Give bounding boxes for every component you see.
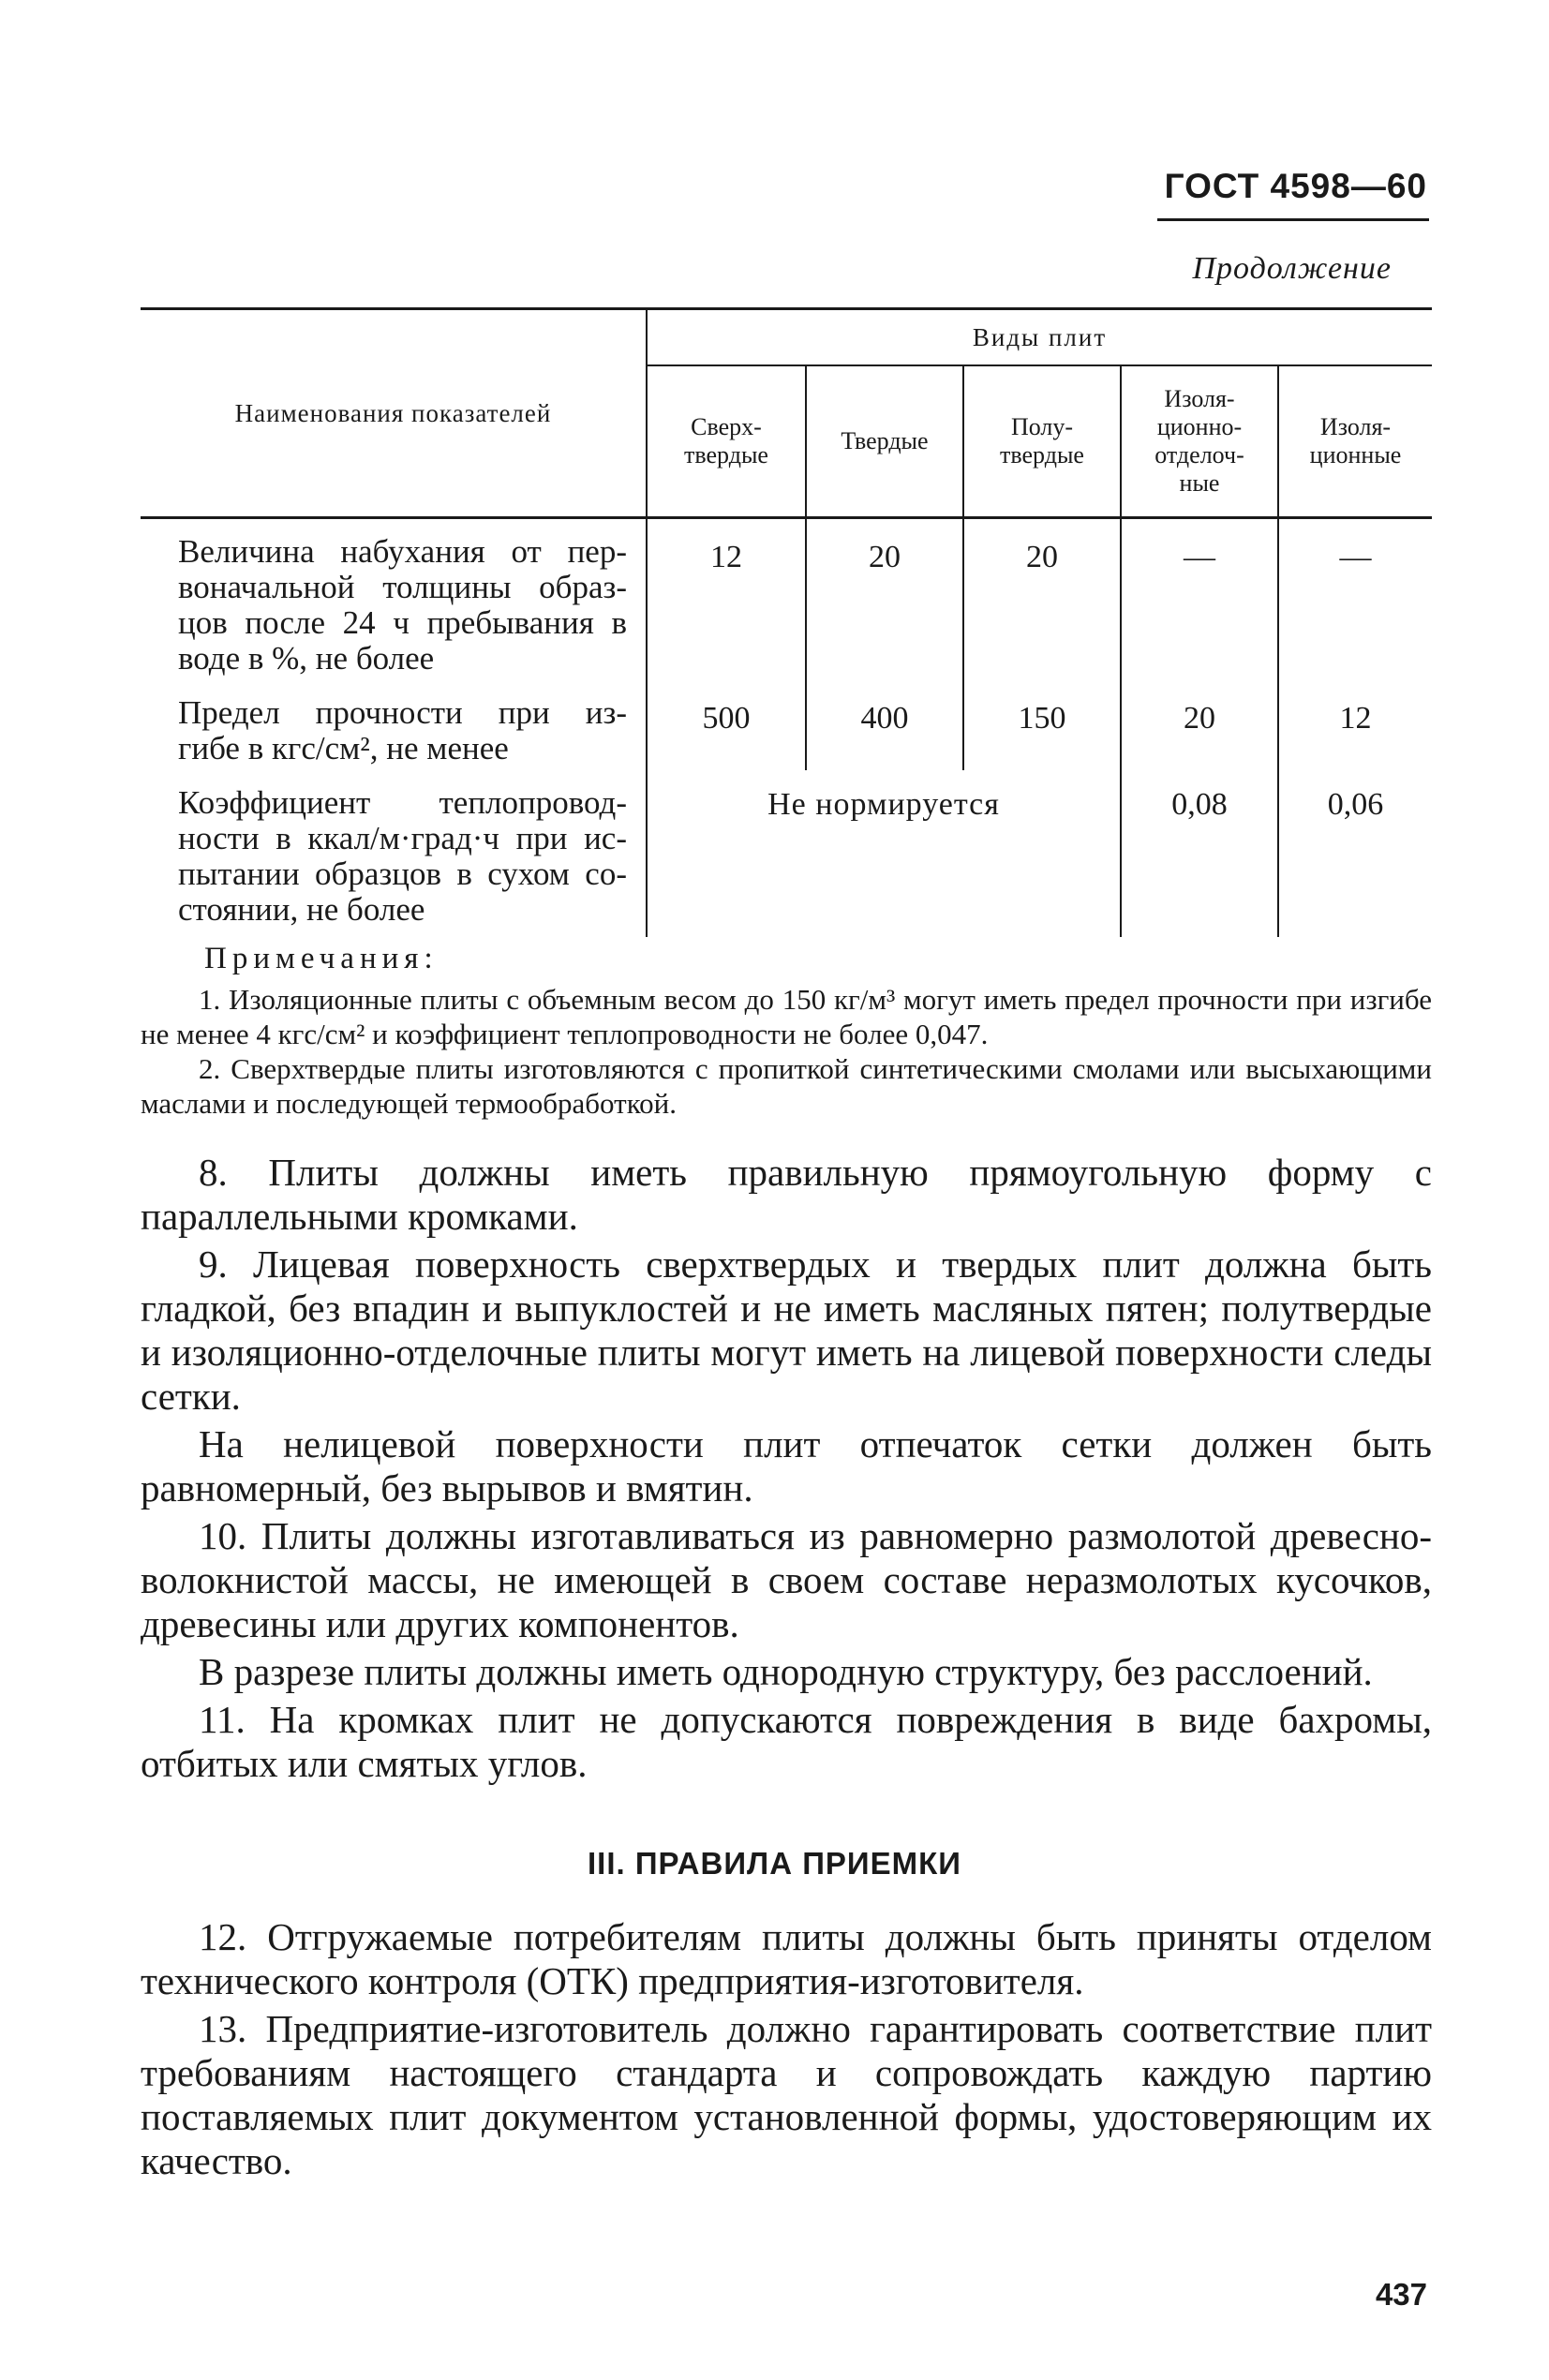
header-rule bbox=[1157, 218, 1429, 221]
page-number: 437 bbox=[1375, 2277, 1427, 2312]
board-types-header: Виды плит bbox=[647, 310, 1432, 365]
table-cell: 0,08 bbox=[1121, 770, 1278, 937]
table-cell: 400 bbox=[806, 680, 963, 770]
table-cell: 20 bbox=[963, 518, 1121, 681]
table-cell: 20 bbox=[806, 518, 963, 681]
indicator-column-header: Наименования показателей bbox=[141, 310, 647, 518]
table-cell: 20 bbox=[1121, 680, 1278, 770]
row-name-swelling: Величина набухания от пер- воначальной толщины образ- цов после 24 ч пребывания в воде в %, не более bbox=[141, 518, 647, 681]
properties-table bbox=[141, 307, 1432, 937]
section-text bbox=[141, 1915, 1432, 2187]
table-cell: 12 bbox=[1278, 680, 1432, 770]
table-cell: 500 bbox=[702, 701, 751, 736]
table-cell: 150 bbox=[963, 680, 1121, 770]
col-header-insulating-finishing: Изоля- ционно- отделоч- ные bbox=[1121, 365, 1278, 518]
table-cell: 0,06 bbox=[1278, 770, 1432, 937]
note-item: 1. Изоляционные плиты с объемным весом до 150 кг/м³ могут иметь предел прочности при изгибе не менее 4 кгс/см² и коэффициент теплопроводности не более 0,047. bbox=[141, 983, 1432, 1050]
table-row bbox=[141, 680, 1432, 770]
table-cell: 12 bbox=[710, 540, 742, 574]
table-row bbox=[141, 770, 1432, 937]
paragraph: 8. Плиты должны иметь правильную прямоугольную форму с параллельными кромками. bbox=[141, 1151, 1432, 1238]
main-text bbox=[141, 1151, 1432, 1790]
col-header-insulating: Изоля- ционные bbox=[1278, 365, 1432, 518]
continuation-label: Продолжение bbox=[1192, 251, 1392, 286]
paragraph: На нелицевой поверхности плит отпечаток сетки должен быть равномерный, без вырывов и вмятин. bbox=[141, 1422, 1432, 1510]
row-name-thermal-conductivity: Коэффициент теплопровод- ности в ккал/м·град·ч при ис- пытании образцов в сухом со- стоянии, не более bbox=[141, 770, 647, 937]
notes-block bbox=[141, 942, 1432, 1121]
paragraph: В разрезе плиты должны иметь однородную структуру, без расслоений. bbox=[199, 1650, 1373, 1693]
col-header-super-hard: Сверх- твердые bbox=[647, 365, 806, 518]
row-name-bending-strength: Предел прочности при из- гибе в кгс/см², не менее bbox=[141, 680, 647, 770]
notes-title: Примечания: bbox=[204, 942, 439, 975]
section-title: III. ПРАВИЛА ПРИЕМКИ bbox=[587, 1846, 962, 1881]
paragraph: 12. Отгружаемые потребителям плиты должны быть приняты отделом технического контроля (ОТК) предприятия-изготовителя. bbox=[141, 1915, 1432, 2002]
paragraph: 10. Плиты должны изготавливаться из равномерно размолотой древесно-волокнистой массы, не имеющей в своем составе неразмолотых кусочков, древесины или других компонентов. bbox=[141, 1514, 1432, 1645]
standard-number: ГОСТ 4598—60 bbox=[1164, 167, 1427, 205]
table-cell: — bbox=[1121, 518, 1278, 681]
table-row bbox=[141, 518, 1432, 681]
paragraph: 13. Предприятие-изготовитель должно гарантировать соответствие плит требованиям настоящего стандарта и сопровождать каждую партию поставляемых плит документом установленной формы, удостоверяющим их качество. bbox=[141, 2007, 1432, 2182]
col-header-hard: Твердые bbox=[806, 365, 963, 518]
note-item: 2. Сверхтвердые плиты изготовляются с пропиткой синтетическими смолами или высыхающими маслами и последующей термообработкой. bbox=[141, 1052, 1432, 1120]
paragraph: 11. На кромках плит не допускаются повреждения в виде бахромы, отбитых или смятых углов. bbox=[141, 1698, 1432, 1785]
col-header-semi-hard: Полу- твердые bbox=[963, 365, 1121, 518]
table-cell: — bbox=[1278, 518, 1432, 681]
table-cell-merged: Не нормируется bbox=[767, 787, 1000, 822]
paragraph: 9. Лицевая поверхность сверхтвердых и твердых плит должна быть гладкой, без впадин и выпуклостей и не иметь масляных пятен; полутвердые и изоляционно-отделочные плиты могут иметь на лицевой поверхности следы сетки. bbox=[141, 1242, 1432, 1418]
